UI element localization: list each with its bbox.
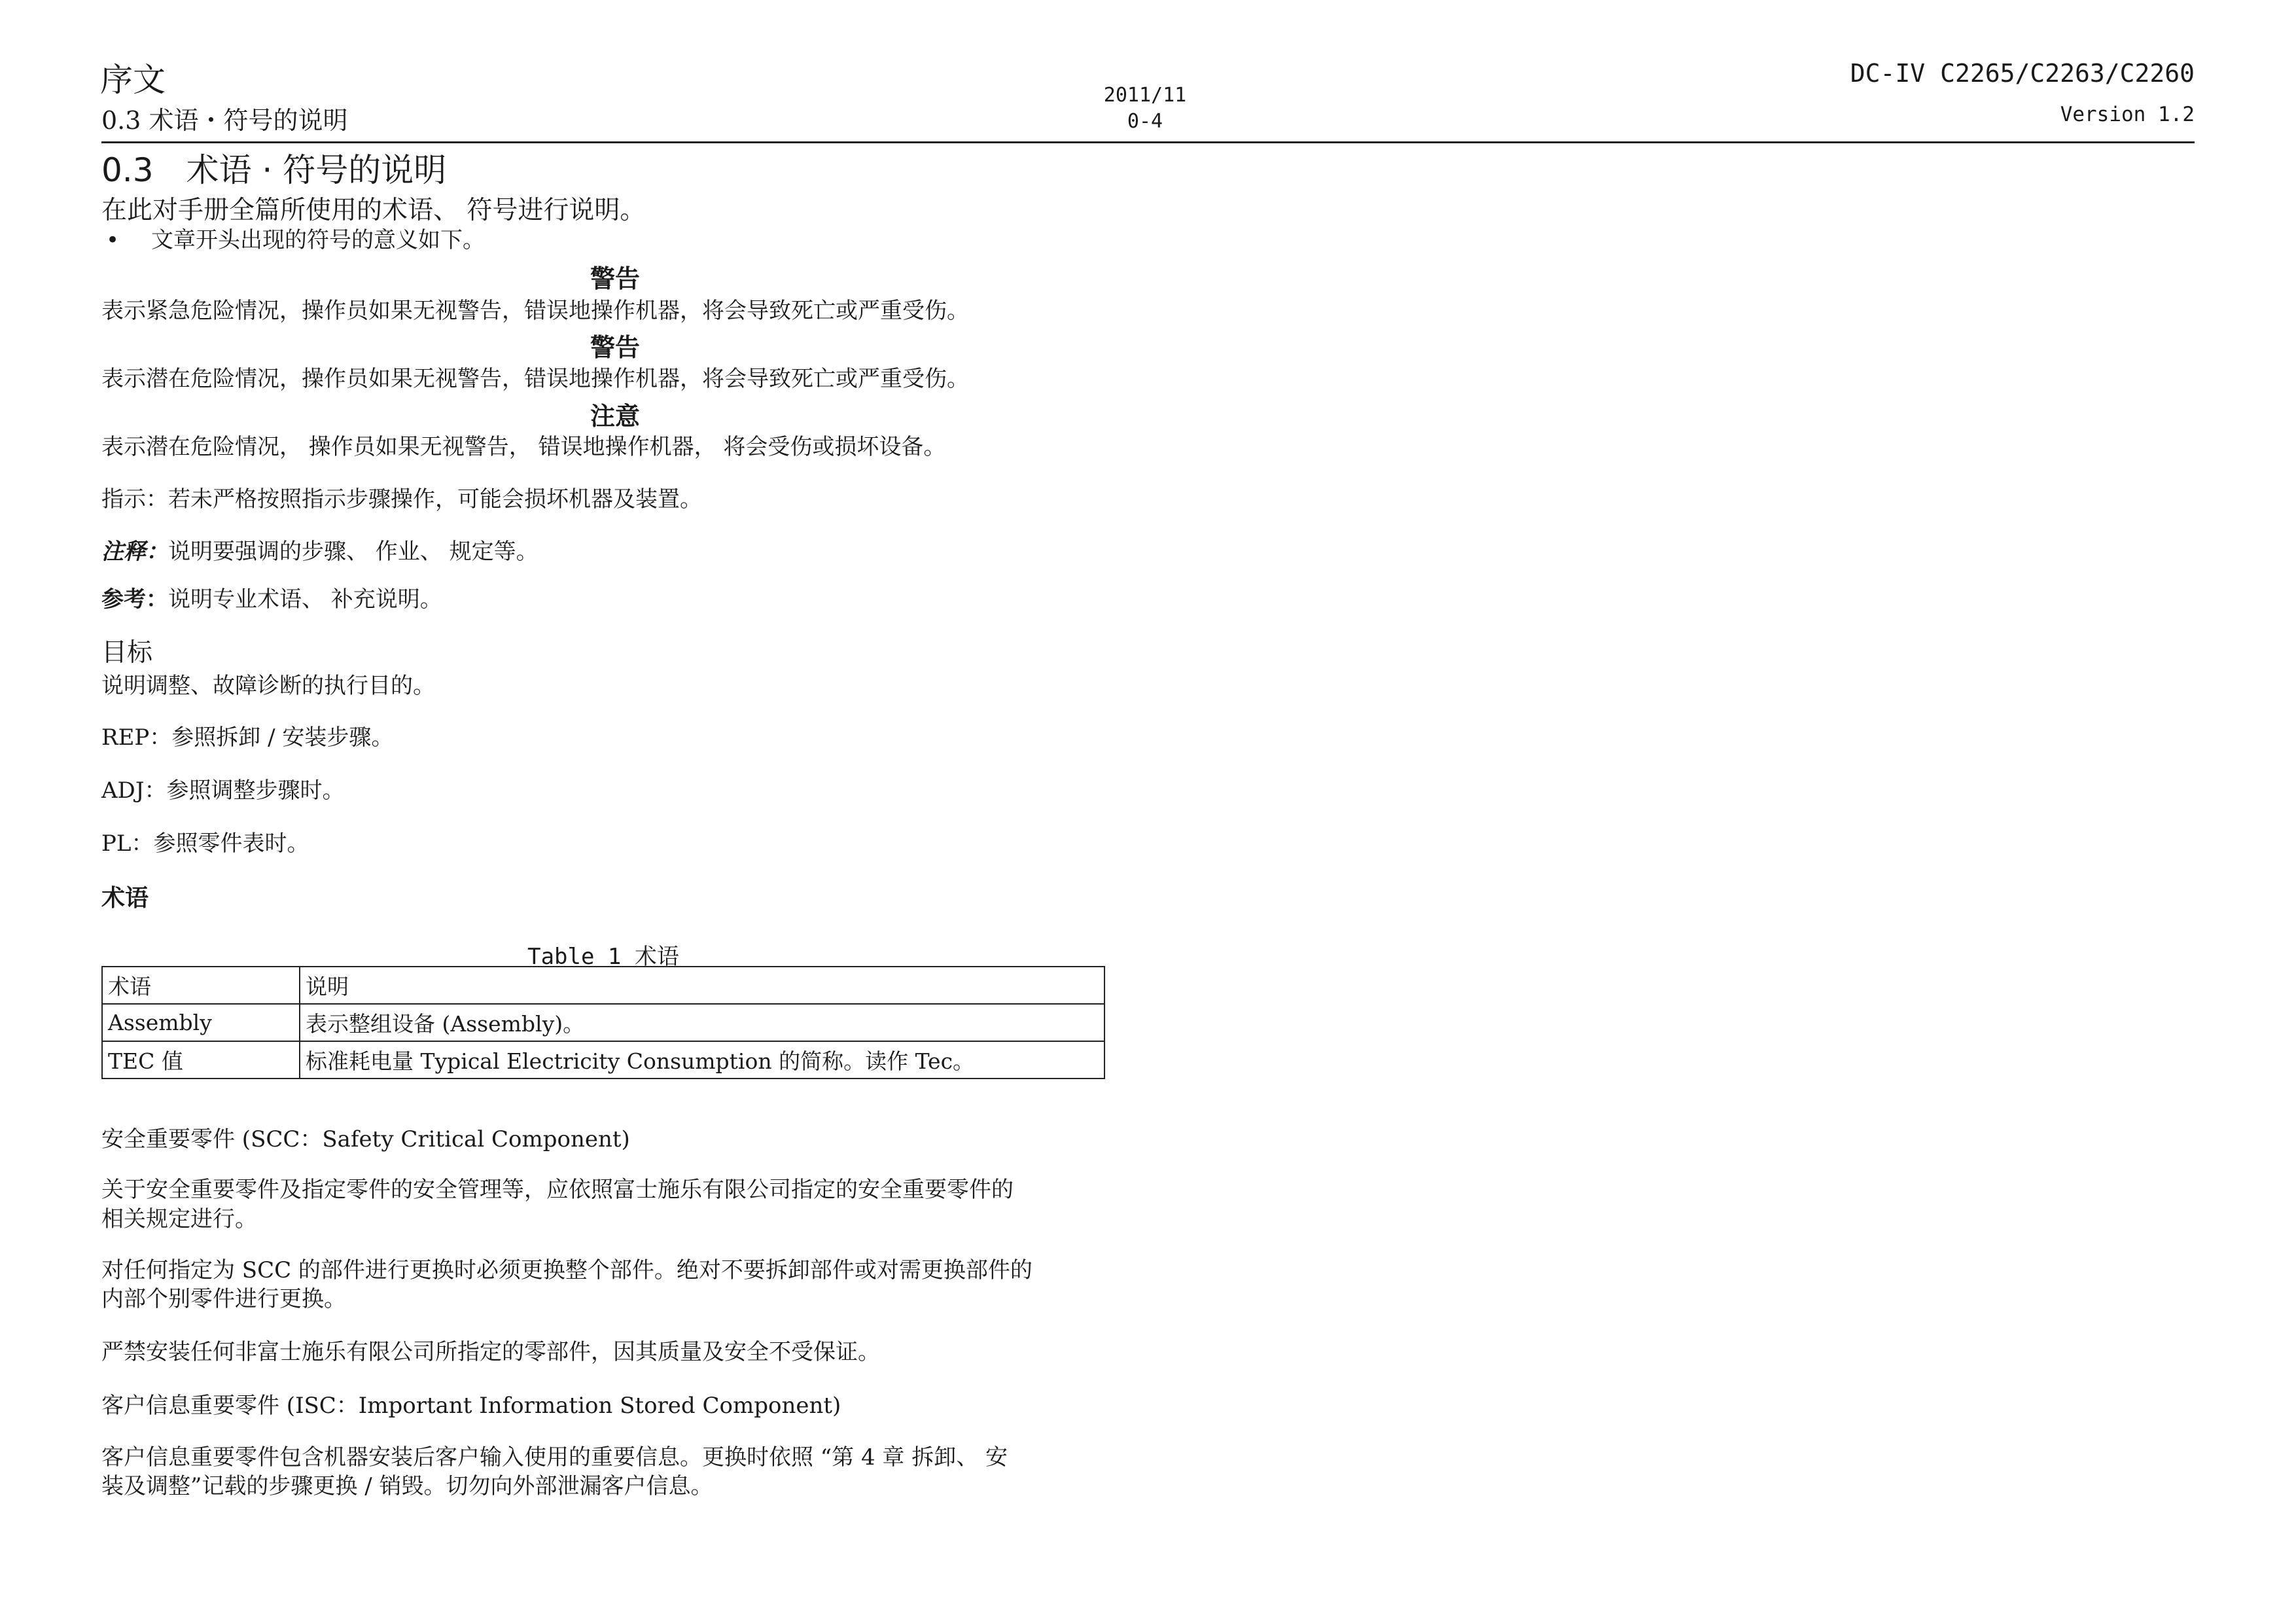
isc-paragraph-line-2: 装及调整”记载的步骤更换 / 销毁。切勿向外部泄漏客户信息。 <box>101 1473 713 1499</box>
scc-paragraph-2-line-2: 内部个别零件进行更换。 <box>101 1286 346 1312</box>
section-heading: 0.3 术语 · 符号的说明 <box>101 151 447 189</box>
purpose-heading: 目标 <box>101 638 153 668</box>
header-rule <box>101 141 2195 143</box>
warning-title-1: 警告 <box>590 264 640 293</box>
header-page-number: 0-4 <box>1127 110 1163 133</box>
scc-paragraph-3: 严禁安装任何非富士施乐有限公司所指定的零部件，因其质量及安全不受保证。 <box>101 1339 880 1365</box>
table-row <box>102 1004 1104 1041</box>
reference-label: 参考： <box>101 586 168 613</box>
reference-text: 说明专业术语、 补充说明。 <box>168 586 442 613</box>
note-label: 注释： <box>101 539 168 565</box>
instruction-text: 指示：若未严格按照指示步骤操作，可能会损坏机器及装置。 <box>101 486 702 512</box>
isc-paragraph-line-1: 客户信息重要零件包含机器安装后客户输入使用的重要信息。更换时依照 “第 4 章 拆卸、 安 <box>101 1444 1008 1471</box>
product-name: DC-IV C2265/C2263/C2260 <box>1850 59 2195 88</box>
adj-text: ADJ：参照调整步骤时。 <box>101 777 345 804</box>
table-header-cell: 术语 <box>102 967 300 1004</box>
table-row <box>102 1041 1104 1079</box>
scc-paragraph-2-line-1: 对任何指定为 SCC 的部件进行更换时必须更换整个部件。绝对不要拆卸部件或对需更换部件的 <box>101 1257 1033 1283</box>
table-caption: Table 1 术语 <box>527 944 679 970</box>
table-cell: 表示整组设备 (Assembly)。 <box>300 1004 1104 1041</box>
section-title: 0.3 术语・符号的说明 <box>101 106 348 135</box>
warning-title-2: 警告 <box>590 333 640 362</box>
document-version: Version 1.2 <box>2060 103 2195 126</box>
warning-text-1: 表示紧急危险情况，操作员如果无视警告，错误地操作机器，将会导致死亡或严重受伤。 <box>101 298 969 324</box>
reference-line <box>101 584 442 615</box>
scc-heading: 安全重要零件 (SCC：Safety Critical Component) <box>101 1126 630 1152</box>
header-date: 2011/11 <box>1103 84 1187 107</box>
pl-text: PL：参照零件表时。 <box>101 830 309 857</box>
intro-text: 在此对手册全篇所使用的术语、 符号进行说明。 <box>101 196 646 225</box>
table-header-row <box>102 967 1104 1004</box>
purpose-text: 说明调整、故障诊断的执行目的。 <box>101 673 435 699</box>
table-cell: TEC 值 <box>102 1041 300 1079</box>
rep-text: REP：参照拆卸 / 安装步骤。 <box>101 724 394 751</box>
scc-paragraph-1-line-2: 相关规定进行。 <box>101 1206 257 1232</box>
terms-heading: 术语 <box>101 885 149 912</box>
scc-paragraph-1-line-1: 关于安全重要零件及指定零件的安全管理等，应依照富士施乐有限公司指定的安全重要零件的 <box>101 1177 1014 1203</box>
note-text: 说明要强调的步骤、 作业、 规定等。 <box>168 539 539 565</box>
isc-heading: 客户信息重要零件 (ISC：Important Information Stored Component) <box>101 1393 841 1419</box>
table-header-cell: 说明 <box>300 967 1104 1004</box>
warning-text-2: 表示潜在危险情况，操作员如果无视警告，错误地操作机器，将会导致死亡或严重受伤。 <box>101 366 969 392</box>
table-cell: 标准耗电量 Typical Electricity Consumption 的简称。读作 Tec。 <box>300 1041 1104 1079</box>
caution-title: 注意 <box>590 402 640 431</box>
chapter-title: 序文 <box>100 61 166 99</box>
bullet-text: 文章开头出现的符号的意义如下。 <box>151 227 485 253</box>
caution-text: 表示潜在危险情况， 操作员如果无视警告， 错误地操作机器， 将会受伤或损坏设备。 <box>101 434 946 460</box>
bullet-mark: • <box>106 227 120 253</box>
terms-table <box>101 966 1105 1079</box>
table-cell: Assembly <box>102 1004 300 1041</box>
note-line <box>101 537 539 567</box>
